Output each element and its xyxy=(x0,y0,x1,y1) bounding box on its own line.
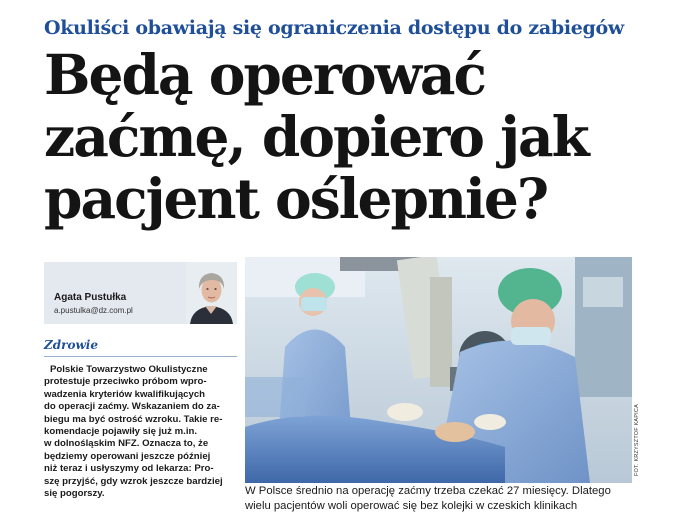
body-line: się pogorszy. xyxy=(44,488,105,500)
headline-line: zaćmę, dopiero jak xyxy=(44,104,588,169)
body-line: komendacje pojawiły się już m.in. xyxy=(44,426,198,438)
kicker: Okuliści obawiają się ograniczenia dostępu do zabiegów xyxy=(44,17,624,39)
section-rule xyxy=(44,356,237,357)
body-line: protestuje przeciwko próbom wpro- xyxy=(44,376,207,388)
author-box xyxy=(44,262,237,324)
headline-line: pacjent oślepnie? xyxy=(44,166,548,231)
author-email[interactable]: a.pustulka@dz.com.pl xyxy=(54,306,133,315)
caption-line: wielu pacjentów woli operować się bez kolejki w czeskich klinikach xyxy=(245,499,578,512)
avatar xyxy=(186,262,237,324)
article-photo xyxy=(245,257,632,483)
article-body xyxy=(44,364,237,500)
body-line: szę przyjść, gdy wzrok jeszcze bardziej xyxy=(44,475,223,487)
body-line: niż teraz i usłyszymy od lekarza: Pro- xyxy=(44,463,214,475)
photo-credit: FOT. KRZYSZTOF KAPICA xyxy=(634,404,640,476)
author-name: Agata Pustułka xyxy=(54,292,127,303)
photo-caption xyxy=(245,484,685,513)
body-line: do operacji zaćmy. Wskazaniem do za- xyxy=(44,401,220,413)
body-line: wadzenia kryteriów kwalifikujących xyxy=(44,388,206,400)
body-line: będziemy operowani jeszcze później xyxy=(44,450,211,462)
headline xyxy=(44,44,684,230)
headline-line: Będą operować xyxy=(44,42,485,107)
section-label: Zdrowie xyxy=(44,338,98,352)
body-line: biegu ma być ostrość wzroku. Takie re- xyxy=(44,413,223,425)
body-line: Polskie Towarzystwo Okulistyczne xyxy=(50,364,208,375)
caption-line: W Polsce średnio na operację zaćmy trzeba czekać 27 miesięcy. Dlatego xyxy=(245,485,611,497)
body-line: w dolnośląskim NFZ. Oznacza to, że xyxy=(44,438,209,450)
